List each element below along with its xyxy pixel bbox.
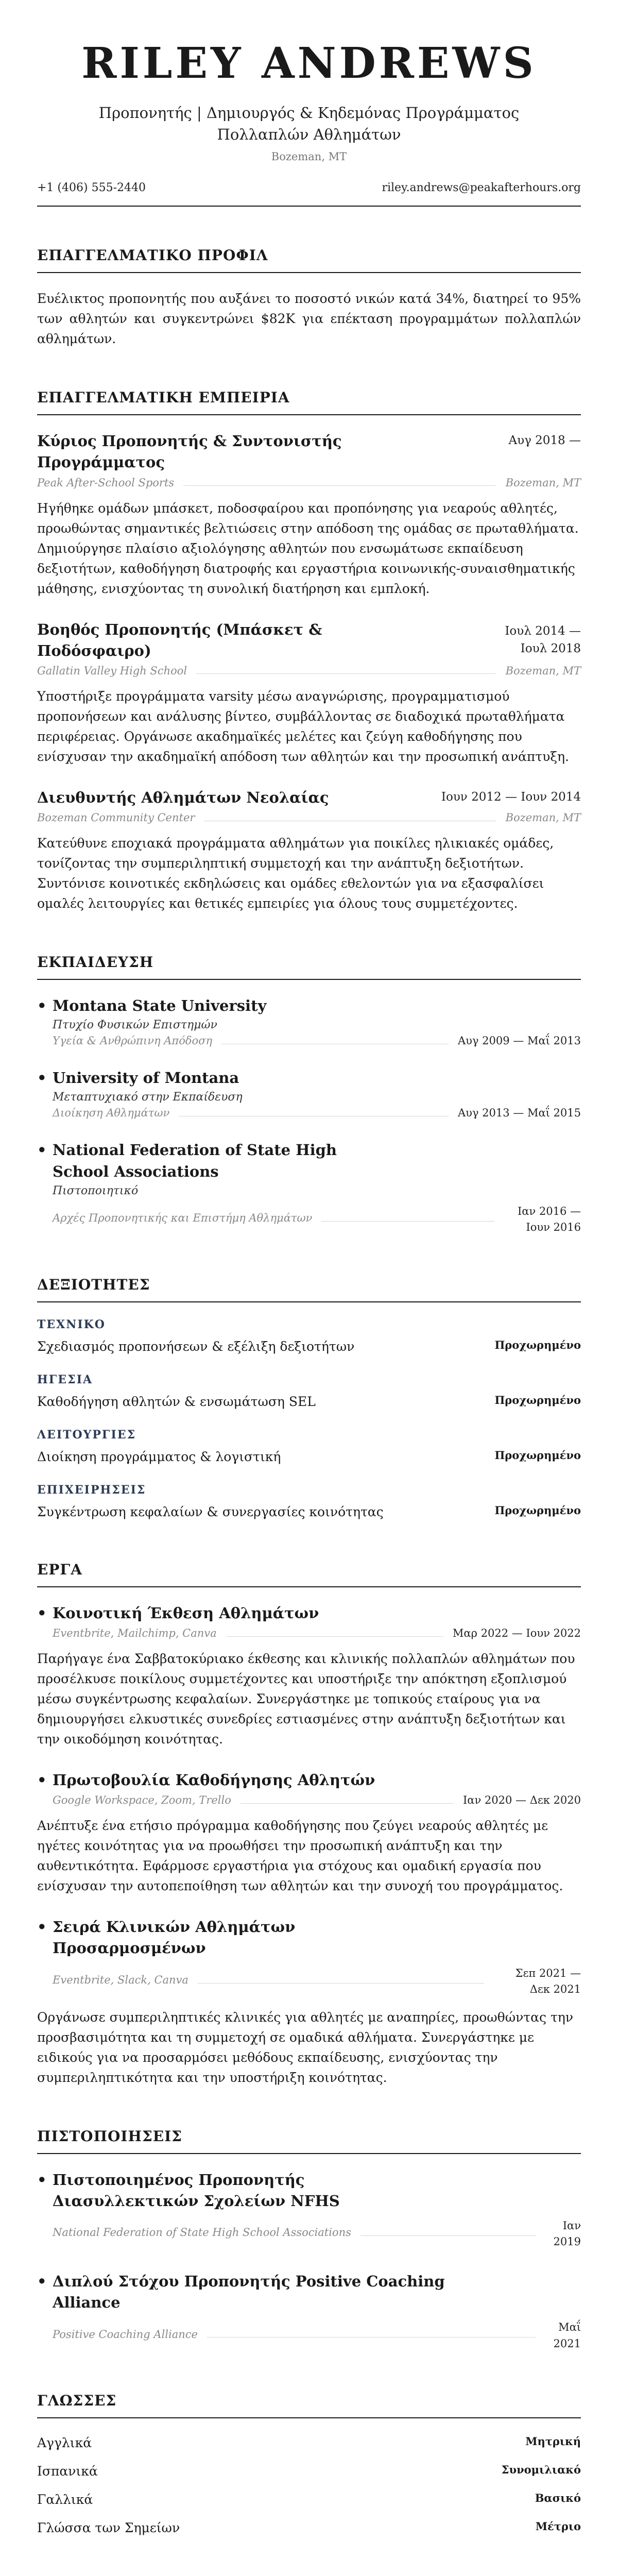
experience-entry [37,619,581,767]
bullet-icon: • [37,1069,47,1087]
language-name: Αγγλικά [37,2435,92,2451]
divider [226,1636,443,1637]
section-title-experience: ΕΠΑΓΓΕΛΜΑΤΙΚΗ ΕΜΠΕΙΡΙΑ [37,389,581,415]
education-dates: Αυγ 2009 — Μαΐ 2013 [458,1035,581,1047]
education-entry [37,1067,581,1119]
project-dates: Σεπ 2021 — Δεκ 2021 [515,1967,581,1996]
project-description: Παρήγαγε ένα Σαββατοκύριακο έκθεσης και κλινικής πολλαπλών αθλημάτων που προσέλκυσε ποικίλους συμμετέχοντες και υποστήριξε την απόκτηση εξοπλισμού μέσω συγκέντρωσης κεφαλαίων. Συνεργάστηκε με τοπικούς εταίρους για να δημιουργήσει ελκυστικές συνεδρίες εστιασμένες στην ανάπτυξη δεξιοτήτων και την οικοδόμηση κοινότητας. [37,1651,575,1747]
bullet-icon: • [37,997,47,1015]
divider [198,1983,484,1984]
candidate-location: Bozeman, MT [271,150,347,163]
divider [196,673,496,674]
education-dates: Αυγ 2013 — Μαΐ 2015 [458,1107,581,1120]
candidate-name: RILEY ANDREWS [81,39,537,88]
email-address[interactable]: riley.andrews@peakafterhours.org [382,181,581,195]
project-entry [37,1603,581,1749]
section-title-certifications: ΠΙΣΤΟΠΟΙΗΣΕΙΣ [37,2128,581,2154]
job-description: Ηγήθηκε ομάδων μπάσκετ, ποδοσφαίρου και προπόνησης για νεαρούς αθλητές, προωθώντας σημαντικές βελτιώσεις στην απόδοση της ομάδας σε πρωταθλήματα. Δημιούργησε πλαίσιο αξιολόγησης αθλητών που ενσωμάτωσε εκπαίδευση δεξιοτήτων, καθοδήγηση διατροφής και εργαστήρια κοινωνικής-συναισθηματικής μάθησης, ενισχύοντας τη συνολική διατήρηση και εμπλοκή. [37,500,579,596]
skill-level: Προχωρημένο [494,1393,581,1406]
project-dates: Μαρ 2022 — Ιουν 2022 [452,1627,581,1639]
project-description: Ανέπτυξε ένα ετήσιο πρόγραμμα καθοδήγησης που ζεύγει νεαρούς αθλητές με ηγέτες κοινότητας για να προωθήσει την προσωπική ανάπτυξη και την αυθεντικότητα. Εφάρμοσε εργαστήρια για στόχους και ομαδική εργασία που ενίσχυσαν την αυτοπεποίθηση των αθλητών και την συνοχή του προγράμματος. [37,1818,563,1894]
phone-number[interactable]: +1 (406) 555-2440 [37,181,146,195]
job-location: Bozeman, MT [505,664,581,677]
skill-level: Προχωρημένο [494,1448,581,1462]
skill-level: Προχωρημένο [494,1503,581,1517]
skill-name: Καθοδήγηση αθλητών & ενσωμάτωση SEL [37,1394,316,1409]
degree-name: Μεταπτυχιακό στην Εκπαίδευση [53,1091,243,1104]
project-tools: Eventbrite, Mailchimp, Canva [53,1627,217,1639]
skill-category: ΤΕΧΝΙΚΟ [37,1317,106,1331]
skill-group [37,1373,581,1411]
experience-entry [37,431,581,598]
skill-name: Διοίκηση προγράμματος & λογιστική [37,1449,281,1464]
certification-entry [37,2170,581,2250]
skill-category: ΛΕΙΤΟΥΡΓΙΕΣ [37,1428,136,1442]
divider [360,2235,536,2236]
project-tools: Eventbrite, Slack, Canva [53,1974,188,1987]
field-of-study: Αρχές Προπονητικής και Επιστήμη Αθλημάτων [53,1212,313,1225]
project-tools: Google Workspace, Zoom, Trello [53,1794,231,1807]
divider [321,1221,494,1222]
job-title: Διευθυντής Αθλημάτων Νεολαίας [37,788,329,806]
candidate-tagline: Προπονητής | Δημιουργός & Κηδεμόνας Προγράμματος Πολλαπλών Αθλημάτων [98,104,520,144]
section-title-education: ΕΚΠΑΙΔΕΥΣΗ [37,954,581,980]
job-description: Υποστήριξε προγράμματα varsity μέσω αναγνώρισης, προγραμματισμού προπονήσεων και ανάλυσης βίντεο, συμβάλλοντας σε διαδοχικά πρωταθλήματα περιφέρειας. Οργάνωσε ακαδημαϊκές μελέτες και ζεύγη καθοδήγησης που ενίσχυσαν την ακαδημαϊκή απόδοση των αθλητών και την προσωπική ανάπτυξη. [37,688,569,764]
job-organization: Bozeman Community Center [37,811,195,824]
language-name: Γαλλικά [37,2492,93,2507]
bullet-icon: • [37,1141,47,1159]
section-title-projects: ΕΡΓΑ [37,1561,581,1587]
language-level: Συνομιλιακό [501,2463,581,2477]
resume-header [37,40,581,207]
skill-name: Συγκέντρωση κεφαλαίων & συνεργασίες κοινότητας [37,1504,384,1519]
language-row [37,2490,581,2509]
project-title: Κοινοτική Έκθεση Αθλημάτων [53,1604,319,1622]
section-title-languages: ΓΛΩΣΣΕΣ [37,2392,581,2418]
section-title-skills: ΔΕΞΙΟΤΗΤΕΣ [37,1276,581,1302]
education-dates: Ιαν 2016 — Ιουν 2016 [517,1205,581,1234]
skill-group [37,1483,581,1521]
project-title: Σειρά Κλινικών Αθλημάτων Προσαρμοσμένων [53,1918,296,1957]
language-row [37,2462,581,2480]
profile-summary: Ευέλικτος προπονητής που αυξάνει το ποσοστό νικών κατά 34%, διατηρεί το 95% των αθλητών και συγκεντρώνει $82K για επέκταση προγραμμάτων πολλαπλών αθλημάτων. [37,291,581,347]
job-organization: Peak After-School Sports [37,476,175,489]
skill-group [37,1318,581,1355]
project-description: Οργάνωσε συμπεριληπτικές κλινικές για αθλητές με αναπηρίες, προωθώντας την προσβασιμότητα και τη συμμετοχή σε ομαδικά αθλήματα. Συνεργάστηκε με ειδικούς για να προσαρμόσει μεθόδους εκπαίδευσης, ενισχύοντας την συμπεριληπτικότητα και την υποστήριξη κοινότητας. [37,2009,573,2085]
certification-date: Ιαν 2019 [553,2219,581,2248]
school-name: Montana State University [53,997,267,1015]
language-row [37,2519,581,2537]
divider [183,485,496,486]
contact-row [37,181,581,207]
skill-name: Σχεδιασμός προπονήσεων & εξέλιξη δεξιοτήτων [37,1338,355,1354]
certification-issuer: National Federation of State High School Associations [53,2226,351,2239]
certification-title: Διπλού Στόχου Προπονητής Positive Coaching Alliance [53,2272,445,2312]
bullet-icon: • [37,1604,47,1622]
project-entry [37,1917,581,2087]
certification-entry [37,2271,581,2352]
job-dates: Ιουν 2012 — Ιουν 2014 [441,790,581,804]
language-name: Γλώσσα των Σημείων [37,2520,180,2536]
experience-entry [37,787,581,913]
project-entry [37,1770,581,1896]
job-dates: Αυγ 2018 — [508,434,581,448]
school-name: University of Montana [53,1069,239,1087]
job-location: Bozeman, MT [505,811,581,824]
education-entry [37,1140,581,1235]
degree-name: Πτυχίο Φυσικών Επιστημών [53,1019,217,1032]
job-description: Κατεύθυνε εποχιακά προγράμματα αθλημάτων για ποικίλες ηλικιακές ομάδες, τονίζοντας την συμπεριληπτική συμμετοχή και την ανάπτυξη δεξιοτήτων. Συντόνισε κοινοτικές εκδηλώσεις και ομάδες εθελοντών για να εξασφαλίσει ομαλές λειτουργίες και θετικές εμπειρίες για όλους τους συμμετέχοντες. [37,836,554,911]
section-title-profile: ΕΠΑΓΓΕΛΜΑΤΙΚΟ ΠΡΟΦΙΛ [37,247,581,273]
certification-issuer: Positive Coaching Alliance [53,2328,198,2341]
language-name: Ισπανικά [37,2464,98,2479]
project-dates: Ιαν 2020 — Δεκ 2020 [462,1794,581,1807]
project-title: Πρωτοβουλία Καθοδήγησης Αθλητών [53,1771,375,1789]
bullet-icon: • [37,1918,47,1936]
field-of-study: Υγεία & Ανθρώπινη Απόδοση [53,1035,213,1047]
job-dates: Ιουλ 2014 — Ιουλ 2018 [505,624,581,656]
field-of-study: Διοίκηση Αθλημάτων [53,1107,170,1120]
language-level: Βασικό [535,2492,581,2505]
certification-date: Μαΐ 2021 [553,2321,581,2350]
job-title: Κύριος Προπονητής & Συντονιστής Προγράμματος [37,432,342,471]
skill-category: ΗΓΕΣΙΑ [37,1372,93,1386]
skill-category: ΕΠΙΧΕΙΡΗΣΕΙΣ [37,1483,146,1497]
school-name: National Federation of State High School Associations [53,1141,337,1180]
bullet-icon: • [37,2272,47,2290]
language-row [37,2434,581,2452]
certification-title: Πιστοποιημένος Προπονητής Διασυλλεκτικών Σχολείων NFHS [53,2171,340,2210]
job-location: Bozeman, MT [505,476,581,489]
education-entry [37,995,581,1047]
job-title: Βοηθός Προπονητής (Μπάσκετ & Ποδόσφαιρο) [37,620,322,659]
skill-group [37,1428,581,1466]
job-organization: Gallatin Valley High School [37,664,187,677]
bullet-icon: • [37,1771,47,1789]
skill-level: Προχωρημένο [494,1338,581,1351]
language-level: Μέτριο [535,2520,581,2533]
bullet-icon: • [37,2171,47,2189]
degree-name: Πιστοποιητικό [53,1184,139,1197]
language-level: Μητρική [525,2435,581,2448]
divider [241,1803,454,1804]
